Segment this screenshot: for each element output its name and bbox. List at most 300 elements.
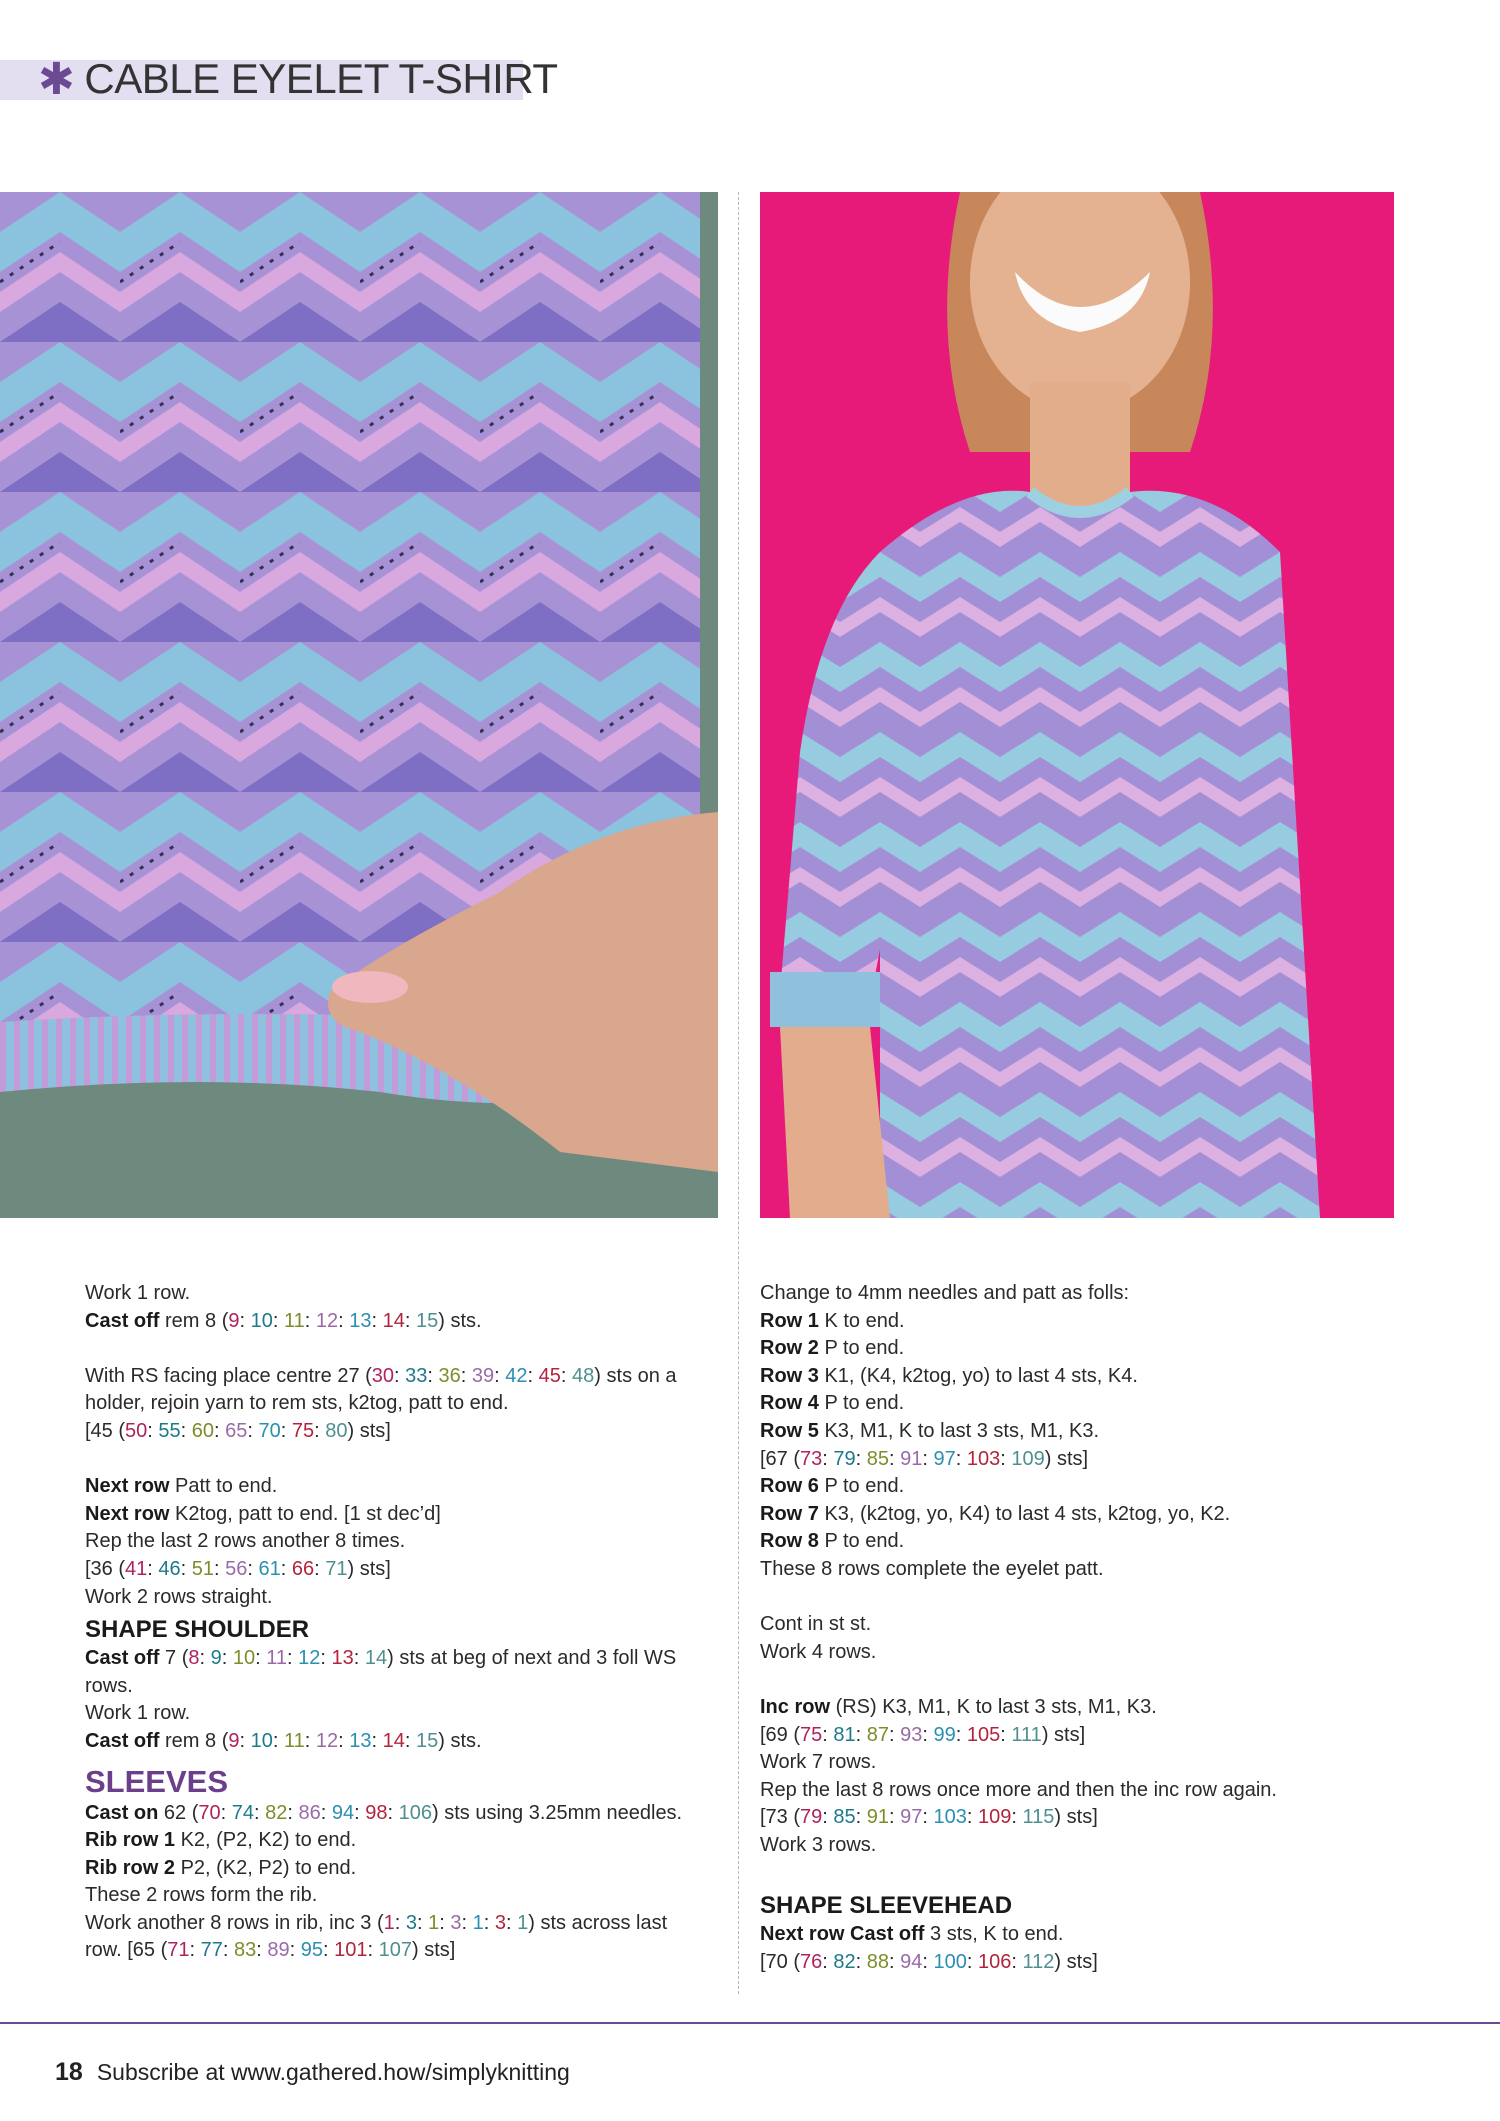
instruction-text: : bbox=[889, 1950, 901, 1973]
instruction-text: : bbox=[189, 1939, 201, 1962]
model-illustration bbox=[760, 192, 1394, 1218]
instruction-text: Work another 8 rows in rib, inc 3 ( bbox=[85, 1911, 384, 1934]
instruction-text: : bbox=[222, 1939, 235, 1962]
instruction-keyword: Cast on bbox=[85, 1801, 159, 1824]
instruction-text: 1 bbox=[472, 1911, 484, 1934]
instruction-text: : bbox=[889, 1723, 901, 1746]
instruction-text: ) sts] bbox=[1044, 1447, 1089, 1470]
instruction-text: : bbox=[394, 1911, 406, 1934]
instruction-text: : bbox=[822, 1950, 834, 1973]
instruction-text: : bbox=[855, 1806, 867, 1829]
instruction-text: : bbox=[287, 1647, 299, 1670]
instruction-line bbox=[760, 1528, 1400, 1556]
instruction-text: 91 bbox=[866, 1806, 890, 1829]
asterisk-icon: ✱ bbox=[38, 54, 75, 104]
instruction-text: 115 bbox=[1022, 1806, 1055, 1829]
section-heading: SLEEVES bbox=[85, 1763, 228, 1799]
instruction-keyword: Cast off bbox=[85, 1647, 160, 1670]
instruction-text: 79 bbox=[833, 1447, 856, 1470]
column-divider bbox=[738, 192, 739, 1994]
instruction-text: 9 bbox=[210, 1647, 222, 1670]
instruction-keyword: Row 8 bbox=[760, 1530, 819, 1553]
instruction-text: 75 bbox=[291, 1419, 315, 1442]
page-number: 18 bbox=[55, 2058, 83, 2086]
instruction-text: [36 ( bbox=[85, 1557, 126, 1580]
instruction-line bbox=[760, 1804, 1400, 1832]
instruction-line bbox=[760, 1418, 1400, 1446]
instruction-text: : bbox=[404, 1309, 416, 1332]
blank-line bbox=[760, 1584, 1400, 1612]
instruction-text: 3 bbox=[405, 1911, 418, 1934]
instruction-text: Work 2 rows straight. bbox=[85, 1585, 273, 1608]
instruction-text: : bbox=[394, 1364, 406, 1387]
instruction-text: ) sts. bbox=[438, 1309, 482, 1332]
instruction-keyword: Next row bbox=[85, 1475, 170, 1498]
instruction-text: : bbox=[254, 1801, 266, 1824]
instruction-text: 60 bbox=[191, 1419, 215, 1442]
instruction-text: : bbox=[280, 1419, 292, 1442]
instruction-text: : bbox=[855, 1723, 867, 1746]
instruction-line bbox=[760, 1556, 1400, 1584]
knit-fabric-illustration bbox=[0, 192, 718, 1218]
instruction-text: These 8 rows complete the eyelet patt. bbox=[760, 1557, 1104, 1580]
instruction-line bbox=[85, 1673, 715, 1701]
instruction-text: ) sts] bbox=[412, 1939, 456, 1962]
instruction-text: : bbox=[922, 1806, 934, 1829]
instruction-text: : bbox=[1000, 1723, 1012, 1746]
instruction-text: : bbox=[1011, 1950, 1023, 1973]
instruction-text: 12 bbox=[315, 1729, 339, 1752]
instruction-text: 71 bbox=[325, 1557, 348, 1580]
instruction-text: : bbox=[922, 1447, 934, 1470]
instruction-text: : bbox=[387, 1801, 399, 1824]
blank-line bbox=[760, 1666, 1400, 1694]
instruction-text: : bbox=[280, 1557, 292, 1580]
instruction-line bbox=[760, 1501, 1400, 1529]
instruction-text: 107 bbox=[378, 1939, 413, 1962]
instruction-text: : bbox=[822, 1447, 834, 1470]
instruction-text: 1 bbox=[428, 1911, 440, 1934]
instruction-text: holder, rejoin yarn to rem sts, k2tog, patt to end. bbox=[85, 1392, 509, 1415]
section-subheading: SHAPE SHOULDER bbox=[85, 1616, 310, 1644]
instruction-line bbox=[760, 1335, 1400, 1363]
instruction-line bbox=[760, 1446, 1400, 1474]
instruction-text: Change to 4mm needles and patt as folls: bbox=[760, 1282, 1130, 1304]
instruction-line bbox=[85, 1645, 715, 1673]
instruction-text: : bbox=[1011, 1806, 1023, 1829]
instruction-text: : bbox=[404, 1729, 416, 1752]
instruction-text: 94 bbox=[331, 1801, 355, 1824]
instruction-text: : bbox=[966, 1806, 979, 1829]
instruction-text: 50 bbox=[125, 1419, 148, 1442]
instruction-text: Work 1 row. bbox=[85, 1702, 191, 1725]
instruction-text: : bbox=[367, 1939, 379, 1962]
instruction-text: K3, M1, K to last 3 sts, M1, K3. bbox=[818, 1419, 1100, 1442]
instruction-text: 13 bbox=[349, 1729, 372, 1752]
instruction-line bbox=[760, 1308, 1400, 1336]
instruction-text: 73 bbox=[800, 1447, 823, 1470]
instruction-text: ) sts] bbox=[347, 1557, 391, 1580]
instruction-text: 99 bbox=[933, 1723, 956, 1746]
instruction-text: Work 4 rows. bbox=[760, 1640, 877, 1663]
instruction-text: 70 bbox=[198, 1801, 221, 1824]
instruction-text: 91 bbox=[900, 1447, 923, 1470]
instruction-text: : bbox=[287, 1801, 299, 1824]
instruction-text: 106 bbox=[978, 1950, 1012, 1973]
instruction-text: 86 bbox=[298, 1801, 321, 1824]
instruction-text: 33 bbox=[405, 1364, 428, 1387]
instruction-text: Work 7 rows. bbox=[760, 1751, 877, 1774]
instruction-text: 3 bbox=[494, 1911, 507, 1934]
instruction-text: These 2 rows form the rib. bbox=[85, 1884, 318, 1907]
instruction-line bbox=[85, 1556, 715, 1584]
instruction-text: P to end. bbox=[818, 1337, 905, 1360]
instruction-text: 100 bbox=[933, 1950, 967, 1973]
instruction-text: [73 ( bbox=[760, 1806, 801, 1829]
instruction-text: rem 8 ( bbox=[159, 1729, 229, 1752]
instruction-text: 94 bbox=[900, 1950, 923, 1973]
instruction-text: 109 bbox=[978, 1806, 1012, 1829]
instruction-keyword: Row 6 bbox=[760, 1475, 819, 1498]
model-wearing-tshirt-photo bbox=[760, 192, 1394, 1218]
instruction-text: 93 bbox=[900, 1723, 923, 1746]
instruction-line bbox=[760, 1280, 1400, 1308]
instruction-text: 97 bbox=[900, 1806, 923, 1829]
instruction-text: row. [65 ( bbox=[85, 1939, 168, 1962]
instruction-text: 14 bbox=[382, 1309, 405, 1332]
instruction-text: : bbox=[822, 1806, 834, 1829]
instruction-text: : bbox=[199, 1647, 211, 1670]
instruction-text: : bbox=[461, 1911, 473, 1934]
instruction-line bbox=[85, 1728, 715, 1756]
instruction-text: 51 bbox=[191, 1557, 215, 1580]
instruction-line bbox=[760, 1921, 1400, 1949]
instruction-text: 83 bbox=[234, 1939, 257, 1962]
instruction-keyword: Row 5 bbox=[760, 1419, 819, 1442]
instruction-text: : bbox=[889, 1806, 901, 1829]
instruction-text: : bbox=[822, 1723, 834, 1746]
instruction-line bbox=[85, 1882, 715, 1910]
instruction-text: : bbox=[147, 1557, 159, 1580]
instruction-text: 36 bbox=[438, 1364, 461, 1387]
instruction-text: 111 bbox=[1011, 1723, 1042, 1746]
instruction-text: : bbox=[239, 1309, 251, 1332]
instruction-text: 74 bbox=[231, 1801, 254, 1824]
instruction-text: : bbox=[239, 1729, 251, 1752]
instruction-text: : bbox=[371, 1309, 383, 1332]
instruction-text: 3 sts, K to end. bbox=[924, 1923, 1064, 1946]
instruction-line bbox=[85, 1700, 715, 1728]
instruction-text: [45 ( bbox=[85, 1419, 126, 1442]
instruction-text: 76 bbox=[800, 1950, 823, 1973]
instruction-text: Rep the last 2 rows another 8 times. bbox=[85, 1530, 406, 1553]
instruction-line bbox=[85, 1363, 715, 1391]
instruction-text: : bbox=[314, 1419, 326, 1442]
instruction-text: : bbox=[527, 1364, 539, 1387]
knit-fabric-closeup-photo bbox=[0, 192, 718, 1218]
instruction-text: : bbox=[247, 1419, 259, 1442]
instruction-text: 97 bbox=[933, 1447, 956, 1470]
instruction-keyword: Rib row 1 bbox=[85, 1829, 176, 1852]
instruction-text: ) sts] bbox=[1054, 1950, 1098, 1973]
instruction-text: 42 bbox=[505, 1364, 528, 1387]
instruction-text: 55 bbox=[158, 1419, 181, 1442]
blank-line bbox=[85, 1446, 715, 1474]
blank-line bbox=[85, 1335, 715, 1363]
instruction-text: : bbox=[922, 1723, 934, 1746]
instruction-line bbox=[85, 1280, 715, 1308]
instruction-text: : bbox=[221, 1647, 233, 1670]
footer-rule bbox=[0, 2022, 1500, 2024]
instruction-text: : bbox=[483, 1911, 495, 1934]
instruction-text: : bbox=[955, 1723, 967, 1746]
instruction-text: 11 bbox=[283, 1729, 305, 1752]
instruction-line bbox=[85, 1827, 715, 1855]
instruction-text: 106 bbox=[398, 1801, 432, 1824]
instruction-line bbox=[760, 1832, 1400, 1860]
instruction-text: : bbox=[255, 1647, 267, 1670]
instruction-text: : bbox=[304, 1729, 316, 1752]
instruction-text: : bbox=[560, 1364, 573, 1387]
instruction-text: 10 bbox=[250, 1729, 273, 1752]
footer bbox=[55, 2058, 570, 2087]
instruction-text: : bbox=[955, 1447, 967, 1470]
blank-line bbox=[760, 1859, 1400, 1887]
instruction-keyword: Row 1 bbox=[760, 1309, 819, 1332]
instruction-text: : bbox=[214, 1419, 226, 1442]
instruction-text: : bbox=[304, 1309, 316, 1332]
instruction-text: : bbox=[427, 1364, 439, 1387]
instruction-line bbox=[85, 1528, 715, 1556]
instruction-text: 1 bbox=[517, 1911, 529, 1934]
instruction-text: rem 8 ( bbox=[159, 1309, 229, 1332]
instruction-text: 39 bbox=[471, 1364, 495, 1387]
instruction-text: Work 3 rows. bbox=[760, 1833, 877, 1856]
instruction-text: 71 bbox=[167, 1939, 190, 1962]
instruction-text: 101 bbox=[334, 1939, 368, 1962]
instruction-text: 62 ( bbox=[158, 1801, 199, 1824]
instruction-keyword: Cast off bbox=[85, 1729, 160, 1752]
instruction-line bbox=[85, 1800, 715, 1828]
instruction-text: : bbox=[506, 1911, 518, 1934]
instruction-text: 45 bbox=[538, 1364, 561, 1387]
instruction-line bbox=[760, 1777, 1400, 1805]
instruction-keyword: Cast off bbox=[85, 1309, 160, 1332]
instruction-text: 87 bbox=[866, 1723, 890, 1746]
instruction-text: 14 bbox=[364, 1647, 388, 1670]
instruction-text: 15 bbox=[416, 1309, 439, 1332]
instruction-text: : bbox=[353, 1647, 365, 1670]
instruction-line bbox=[760, 1390, 1400, 1418]
instruction-text: 15 bbox=[416, 1729, 439, 1752]
instruction-text: ) sts] bbox=[1041, 1723, 1086, 1746]
instruction-line bbox=[85, 1418, 715, 1446]
instruction-text: 61 bbox=[258, 1557, 281, 1580]
instruction-text: [69 ( bbox=[760, 1723, 801, 1746]
instruction-text: Cont in st st. bbox=[760, 1613, 872, 1636]
instruction-keyword: Next row bbox=[85, 1502, 170, 1525]
instruction-text: 11 bbox=[283, 1309, 305, 1332]
instruction-text: : bbox=[494, 1364, 506, 1387]
instruction-text: With RS facing place centre 27 ( bbox=[85, 1364, 372, 1387]
instruction-text: P2, (K2, P2) to end. bbox=[175, 1856, 357, 1879]
instruction-keyword: Next row Cast off bbox=[760, 1923, 925, 1946]
instruction-text: 9 bbox=[228, 1309, 240, 1332]
instruction-text: : bbox=[460, 1364, 472, 1387]
instruction-text: Rep the last 8 rows once more and then the inc row again. bbox=[760, 1778, 1277, 1801]
instruction-text: K2tog, patt to end. [1 st dec’d] bbox=[169, 1502, 441, 1525]
instruction-line bbox=[760, 1363, 1400, 1391]
page-title bbox=[38, 56, 558, 102]
instruction-text: 98 bbox=[365, 1801, 388, 1824]
instruction-keyword: Rib row 2 bbox=[85, 1856, 176, 1879]
instruction-text: 12 bbox=[298, 1647, 321, 1670]
instruction-text: (RS) K3, M1, K to last 3 sts, M1, K3. bbox=[830, 1695, 1157, 1718]
instruction-text: 105 bbox=[966, 1723, 1001, 1746]
instruction-line bbox=[85, 1308, 715, 1336]
instruction-line bbox=[760, 1722, 1400, 1750]
instruction-text: P to end. bbox=[818, 1475, 905, 1498]
instruction-text: ) sts at beg of next and 3 foll WS bbox=[387, 1647, 677, 1670]
instruction-text: : bbox=[214, 1557, 226, 1580]
instruction-text: 48 bbox=[572, 1364, 595, 1387]
instruction-text: P to end. bbox=[818, 1392, 905, 1415]
instruction-text: Patt to end. bbox=[169, 1475, 278, 1498]
instruction-text: 14 bbox=[382, 1729, 405, 1752]
instruction-text: P to end. bbox=[818, 1530, 905, 1553]
instruction-text: : bbox=[314, 1557, 326, 1580]
instruction-text: 81 bbox=[833, 1723, 856, 1746]
instruction-keyword: Row 4 bbox=[760, 1392, 819, 1415]
instruction-text: 109 bbox=[1011, 1447, 1045, 1470]
subscribe-link-text[interactable]: Subscribe at www.gathered.how/simplyknitting bbox=[96, 2059, 570, 2085]
instruction-text: 46 bbox=[158, 1557, 181, 1580]
instructions-left-column bbox=[85, 1280, 715, 1965]
instruction-text: 56 bbox=[225, 1557, 248, 1580]
instruction-line bbox=[760, 1949, 1400, 1977]
instruction-keyword: Inc row bbox=[760, 1695, 831, 1718]
instruction-text: : bbox=[323, 1939, 335, 1962]
instruction-text: 7 ( bbox=[159, 1647, 189, 1670]
instruction-text: : bbox=[289, 1939, 301, 1962]
page-title-text: CABLE EYELET T-SHIRT bbox=[84, 55, 558, 102]
instruction-text: rows. bbox=[85, 1674, 133, 1697]
instruction-text: 112 bbox=[1022, 1950, 1055, 1973]
instruction-text: : bbox=[247, 1557, 259, 1580]
instruction-text: : bbox=[272, 1729, 284, 1752]
instructions-right-column bbox=[760, 1280, 1400, 1976]
instruction-line bbox=[85, 1937, 715, 1965]
instruction-text: 1 bbox=[383, 1911, 395, 1934]
instruction-text: : bbox=[1000, 1447, 1012, 1470]
instruction-line bbox=[760, 1694, 1400, 1722]
instruction-text: : bbox=[439, 1911, 451, 1934]
instruction-text: 70 bbox=[258, 1419, 281, 1442]
instruction-text: ) sts. bbox=[438, 1729, 482, 1752]
instruction-text: : bbox=[371, 1729, 383, 1752]
instruction-text: 66 bbox=[291, 1557, 315, 1580]
instruction-line bbox=[760, 1749, 1400, 1777]
instruction-text: 80 bbox=[325, 1419, 348, 1442]
instruction-text: 89 bbox=[267, 1939, 290, 1962]
instruction-text: 85 bbox=[866, 1447, 890, 1470]
instruction-text: 8 bbox=[188, 1647, 200, 1670]
instruction-keyword: Row 2 bbox=[760, 1337, 819, 1360]
instruction-line bbox=[85, 1855, 715, 1883]
instruction-text: : bbox=[320, 1647, 332, 1670]
instruction-keyword: Row 3 bbox=[760, 1364, 819, 1387]
instruction-line bbox=[85, 1584, 715, 1612]
instruction-text: ) sts] bbox=[1054, 1806, 1098, 1829]
instruction-line bbox=[760, 1639, 1400, 1667]
instruction-text: 88 bbox=[866, 1950, 890, 1973]
instruction-text: : bbox=[220, 1801, 232, 1824]
instruction-text: : bbox=[320, 1801, 332, 1824]
instruction-text: 82 bbox=[833, 1950, 856, 1973]
instruction-text: 85 bbox=[833, 1806, 856, 1829]
instruction-line bbox=[760, 1611, 1400, 1639]
instruction-text: [67 ( bbox=[760, 1447, 801, 1470]
instruction-text: : bbox=[855, 1950, 867, 1973]
instruction-text: : bbox=[147, 1419, 159, 1442]
instruction-text: K to end. bbox=[818, 1309, 905, 1332]
instruction-text: ) sts on a bbox=[594, 1364, 677, 1387]
instruction-text: : bbox=[922, 1950, 934, 1973]
instruction-text: : bbox=[256, 1939, 268, 1962]
instruction-text: ) sts across last bbox=[528, 1911, 668, 1934]
instruction-text: : bbox=[180, 1419, 192, 1442]
instruction-text: K2, (P2, K2) to end. bbox=[175, 1829, 357, 1852]
instruction-text: 79 bbox=[800, 1806, 823, 1829]
instruction-text: : bbox=[417, 1911, 429, 1934]
instruction-line bbox=[85, 1910, 715, 1938]
instruction-line bbox=[85, 1390, 715, 1418]
instruction-text: Work 1 row. bbox=[85, 1282, 191, 1304]
instruction-text: : bbox=[354, 1801, 366, 1824]
instruction-text: 95 bbox=[300, 1939, 324, 1962]
instruction-text: 10 bbox=[250, 1309, 273, 1332]
instruction-line bbox=[85, 1473, 715, 1501]
instruction-text: 3 bbox=[450, 1911, 462, 1934]
section-subheading: SHAPE SLEEVEHEAD bbox=[760, 1892, 1013, 1920]
instruction-text: 82 bbox=[265, 1801, 288, 1824]
instruction-text: 11 bbox=[266, 1647, 287, 1670]
instruction-text: : bbox=[855, 1447, 867, 1470]
instruction-text: K1, (K4, k2tog, yo) to last 4 sts, K4. bbox=[818, 1364, 1138, 1387]
instruction-text: 13 bbox=[331, 1647, 354, 1670]
instruction-text: 30 bbox=[371, 1364, 395, 1387]
instruction-text: K3, (k2tog, yo, K4) to last 4 sts, k2tog, yo, K2. bbox=[818, 1502, 1231, 1525]
instruction-text: : bbox=[338, 1309, 350, 1332]
instruction-text: 75 bbox=[800, 1723, 823, 1746]
instruction-text: 13 bbox=[349, 1309, 372, 1332]
instruction-text: : bbox=[272, 1309, 284, 1332]
instruction-text: 65 bbox=[225, 1419, 248, 1442]
instruction-text: [70 ( bbox=[760, 1950, 801, 1973]
instruction-text: 103 bbox=[966, 1447, 1001, 1470]
instruction-text: 41 bbox=[125, 1557, 148, 1580]
instruction-text: : bbox=[180, 1557, 192, 1580]
instruction-text: 77 bbox=[200, 1939, 223, 1962]
instruction-text: : bbox=[338, 1729, 350, 1752]
instruction-text: ) sts using 3.25mm needles. bbox=[432, 1801, 683, 1824]
instruction-text: 12 bbox=[315, 1309, 339, 1332]
instruction-line bbox=[760, 1473, 1400, 1501]
instruction-text: : bbox=[966, 1950, 979, 1973]
instruction-text: 9 bbox=[228, 1729, 240, 1752]
instruction-text: 103 bbox=[933, 1806, 967, 1829]
instruction-line bbox=[85, 1501, 715, 1529]
